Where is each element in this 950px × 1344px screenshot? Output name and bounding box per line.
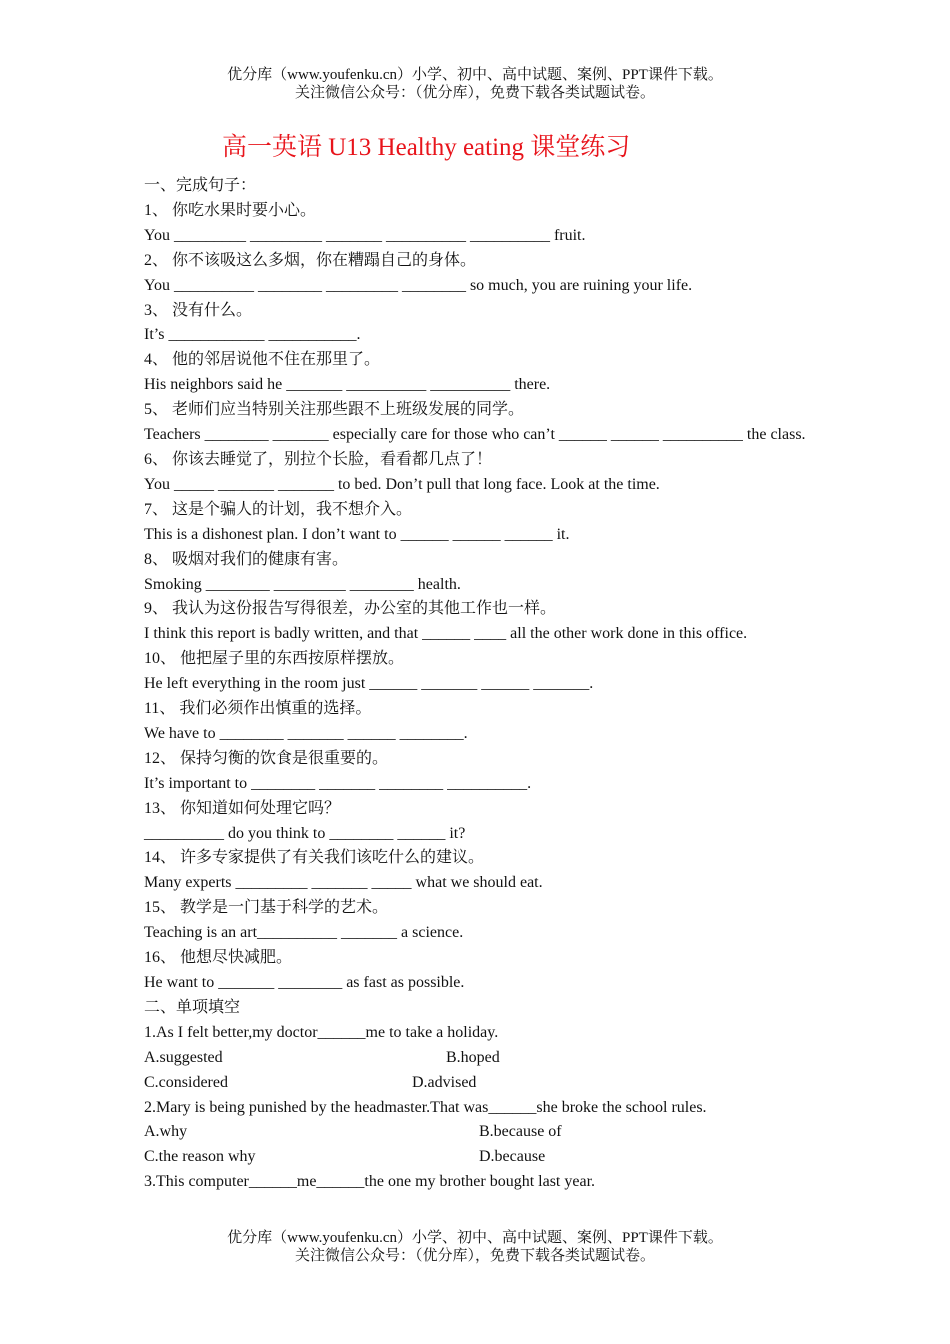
section-2-heading: 二、单项填空: [144, 998, 241, 1016]
mc-option-row: [144, 1071, 808, 1096]
mc-option-row: [144, 1120, 808, 1145]
question-en: I think this report is badly written, and that ______ ____ all the other work done in this office.: [144, 625, 748, 643]
mc-option: D.advised: [412, 1073, 477, 1091]
question-cn: 2、 你不该吸这么多烟，你在糟蹋自己的身体。: [144, 251, 477, 269]
header-line-2: 关注微信公众号：（优分库），免费下载各类试题试卷。: [294, 85, 655, 101]
question-en: He want to _______ ________ as fast as possible.: [144, 974, 465, 991]
question-en: His neighbors said he _______ __________ __________ there.: [144, 376, 551, 394]
mc-option: C.considered: [144, 1073, 228, 1091]
question-en: Teachers ________ _______ especially care for those who can’t ______ ______ __________ the class.: [144, 426, 806, 444]
mc-option-row: [144, 1145, 808, 1170]
question-en: You _____ _______ _______ to bed. Don’t pull that long face. Look at the time.: [144, 475, 660, 493]
question-en: It’s ____________ ___________.: [144, 326, 361, 344]
question-cn: 6、 你该去睡觉了，别拉个长脸，看看都几点了！: [144, 450, 493, 468]
mc-option: D.because: [479, 1148, 546, 1166]
question-cn: 5、 老师们应当特别关注那些跟不上班级发展的同学。: [144, 401, 525, 419]
footer-line-1: 优分库（www.youfenku.cn）小学、初中、高中试题、案例、PPT课件下载。: [227, 1230, 723, 1246]
question-cn: 1、 你吃水果时要小心。: [144, 201, 317, 219]
mc-option: B.because of: [479, 1123, 562, 1141]
section-1-heading: 一、完成句子：: [144, 177, 257, 194]
question-en: It’s important to ________ _______ ________ __________.: [144, 774, 532, 792]
mc-option-row: [144, 1046, 808, 1071]
question-cn: 8、 吸烟对我们的健康有害。: [144, 550, 349, 568]
question-cn: 11、 我们必须作出慎重的选择。: [144, 700, 372, 718]
question-en: Teaching is an art__________ _______ a science.: [144, 924, 464, 942]
page-footer: [0, 1229, 950, 1265]
question-cn: 10、 他把屋子里的东西按原样摆放。: [144, 650, 405, 668]
mc-question-stem: 2.Mary is being punished by the headmaster.That was______she broke the school rules.: [144, 1098, 707, 1116]
mc-option: C.the reason why: [144, 1148, 256, 1166]
page-header: [0, 66, 950, 102]
question-cn: 9、 我认为这份报告写得很差，办公室的其他工作也一样。: [144, 600, 557, 618]
question-cn: 7、 这是个骗人的计划，我不想介入。: [144, 500, 413, 518]
mc-question-stem: 3.This computer______me______the one my brother bought last year.: [144, 1173, 596, 1191]
question-en: Smoking ________ _________ ________ health.: [144, 575, 461, 593]
document-title: 高一英语 U13 Healthy eating 课堂练习: [222, 134, 631, 161]
question-cn: 13、 你知道如何处理它吗？: [144, 799, 341, 817]
mc-option: A.suggested: [144, 1048, 223, 1066]
question-cn: 15、 教学是一门基于科学的艺术。: [144, 899, 389, 917]
question-en: You _________ _________ _______ __________ __________ fruit.: [144, 226, 586, 244]
question-cn: 4、 他的邻居说他不住在那里了。: [144, 351, 381, 369]
footer-line-2: 关注微信公众号：（优分库），免费下载各类试题试卷。: [294, 1248, 655, 1264]
question-en: We have to ________ _______ ______ ________.: [144, 724, 468, 742]
mc-option: A.why: [144, 1123, 188, 1141]
question-cn: 14、 许多专家提供了有关我们该吃什么的建议。: [144, 849, 485, 867]
exercise-content: [144, 174, 808, 1195]
question-en: __________ do you think to ________ ______ it?: [144, 824, 466, 842]
question-cn: 3、 没有什么。: [144, 301, 253, 319]
header-line-1: 优分库（www.youfenku.cn）小学、初中、高中试题、案例、PPT课件下载。: [227, 67, 723, 83]
question-cn: 12、 保持匀衡的饮食是很重要的。: [144, 749, 389, 767]
question-en: He left everything in the room just ______ _______ ______ _______.: [144, 675, 594, 693]
mc-question-stem: 1.As I felt better,my doctor______me to take a holiday.: [144, 1023, 499, 1041]
question-en: This is a dishonest plan. I don’t want to ______ ______ ______ it.: [144, 525, 570, 543]
mc-option: B.hoped: [446, 1048, 500, 1066]
question-cn: 16、 他想尽快减肥。: [144, 949, 293, 967]
question-en: You __________ ________ _________ ________ so much, you are ruining your life.: [144, 276, 693, 294]
question-en: Many experts _________ _______ _____ what we should eat.: [144, 874, 543, 892]
